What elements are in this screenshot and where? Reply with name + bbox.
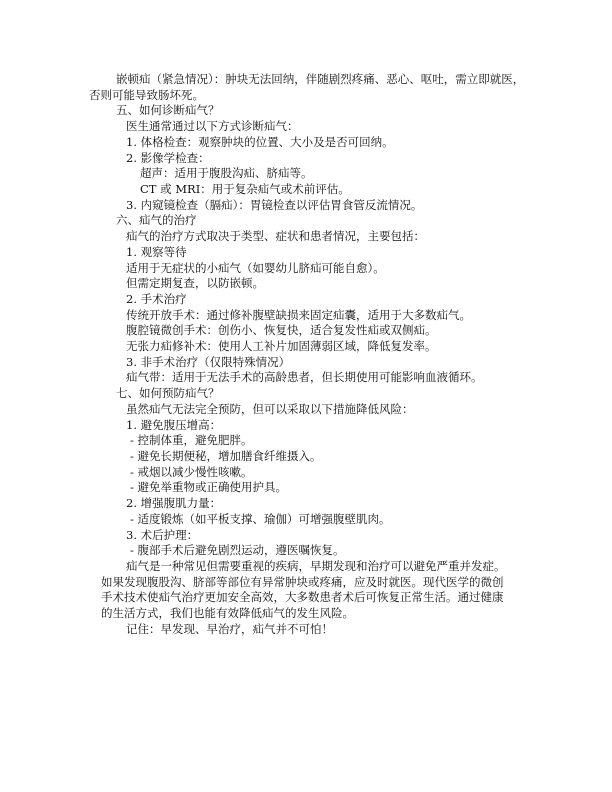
text-line: 虽然疝气无法完全预防，但可以采取以下措施降低风险：	[126, 402, 414, 416]
paragraph-line: 如果发现腹股沟、脐部等部位有异常肿块或疼痛，应及时就医。现代医学的微创	[101, 575, 504, 589]
list-item: - 避免长期便秘，增加膳食纤维摄入。	[130, 449, 322, 463]
list-item: 2. 手术治疗	[126, 292, 187, 306]
paragraph-line: 疝气是一种常见但需要重视的疾病，早期发现和治疗可以避免严重并发症。	[126, 559, 506, 573]
text-line: 传统开放手术：通过修补腹壁缺损来固定疝囊，适用于大多数疝气。	[126, 308, 471, 322]
section-heading: 七、如何预防疝气？	[116, 386, 220, 400]
text-line: 疝气的治疗方式取决于类型、症状和患者情况，主要包括：	[126, 229, 425, 243]
text-line: 适用于无症状的小疝气（如婴幼儿脐疝可能自愈）。	[126, 261, 385, 275]
list-item: CT 或 MRI：用于复杂疝气或术前评估。	[140, 182, 350, 196]
text-line: 腹腔镜微创手术：创伤小、恢复快，适合复发性疝或双侧疝。	[126, 323, 437, 337]
list-item: 2. 增强腹肌力量：	[126, 496, 222, 510]
paragraph-line: 的生活方式，我们也能有效降低疝气的发生风险。	[101, 606, 354, 620]
closing-line: 记住：早发现、早治疗，疝气并不可怕！	[126, 622, 333, 636]
section-heading: 六、疝气的治疗	[116, 213, 197, 227]
list-item: - 适度锻炼（如平板支撑、瑜伽）可增强腹壁肌肉。	[130, 512, 391, 526]
list-item: 1. 体格检查：观察肿块的位置、大小及是否可回纳。	[126, 135, 394, 149]
list-item: 3. 非手术治疗（仅限特殊情况）	[126, 355, 291, 369]
list-item: - 避免举重物或正确使用护具。	[130, 480, 288, 494]
paragraph-line: 手术技术使疝气治疗更加安全高效，大多数患者术后可恢复正常生活。通过健康	[101, 590, 504, 604]
text-line: 否则可能导致肠坏死。	[89, 88, 204, 102]
list-item: - 控制体重，避免肥胖。	[130, 433, 253, 447]
list-item: - 戒烟以减少慢性咳嗽。	[130, 465, 253, 479]
list-item: 超声：适用于腹股沟疝、脐疝等。	[140, 166, 313, 180]
section-heading: 五、如何诊断疝气？	[116, 103, 220, 117]
list-item: 2. 影像学检查：	[126, 151, 210, 165]
text-line: 医生通常通过以下方式诊断疝气：	[126, 119, 299, 133]
text-line: 疝气带：适用于无法手术的高龄患者，但长期使用可能影响血液循环。	[126, 370, 483, 384]
text-line: 嵌顿疝（紧急情况）：肿块无法回纳，伴随剧烈疼痛、恶心、呕吐，需立即就医，	[116, 72, 525, 86]
list-item: 3. 内窥镜检查（膈疝）：胃镜检查以评估胃食管反流情况。	[126, 198, 423, 212]
text-line: 但需定期复查，以防嵌顿。	[126, 276, 264, 290]
list-item: 3. 术后护理：	[126, 528, 199, 542]
list-item: 1. 观察等待	[126, 245, 187, 259]
list-item: - 腹部手术后避免剧烈运动，遵医嘱恢复。	[130, 543, 345, 557]
list-item: 1. 避免腹压增高：	[126, 418, 222, 432]
text-line: 无张力疝修补术：使用人工补片加固薄弱区域，降低复发率。	[126, 339, 437, 353]
